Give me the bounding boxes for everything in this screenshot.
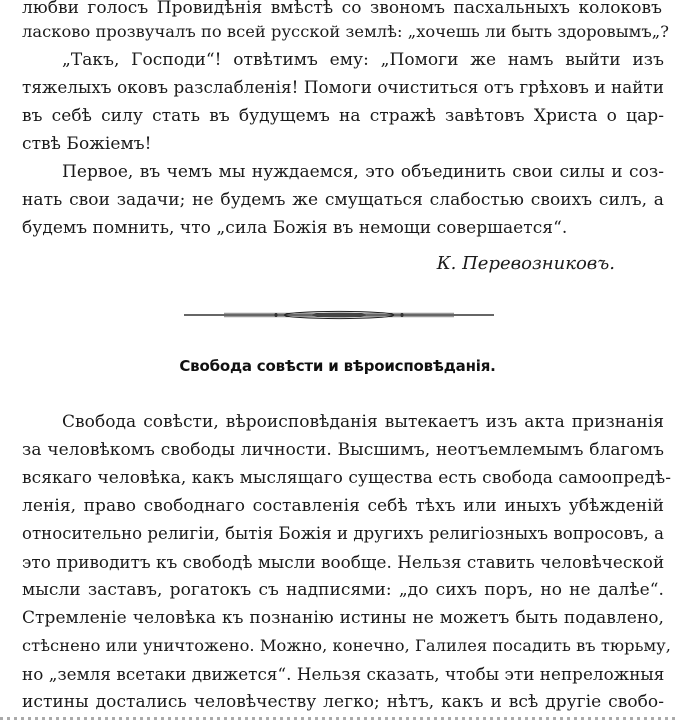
text-line: истины достались человѣчеству легко; нѣтъ, какъ и всѣ другіе свобо- [22,692,664,712]
text-line: всякаго человѣка, какъ мыслящаго существа есть свобода самоопредѣ- [22,468,671,488]
text-line: Свобода совѣсти, вѣроисповѣданія вытекаетъ изъ акта признанія [62,412,664,432]
text-line: ствѣ Божіемъ! [22,134,152,154]
ornamental-divider [184,310,494,320]
text-line: стѣснено или уничтожено. Можно, конечно, Галилея посадить въ тюрьму, [22,636,672,655]
article-title: Свобода совѣсти и вѣроисповѣданія. [179,357,496,375]
text-line: „Такъ, Господи“! отвѣтимъ ему: „Помоги же намъ выйти изъ [62,50,664,70]
text-line: это приводитъ къ свободѣ мысли вообще. Нельзя ставить человѣческой [22,552,665,572]
text-line: любви голосъ Провидѣнія вмѣстѣ со звономъ пасхальныхъ колоковъ [22,0,662,18]
text-line: за человѣкомъ свободы личности. Высшимъ, неотъемлемымъ благомъ [22,440,664,460]
text-line: Первое, въ чемъ мы нуждаемся, это объединить свои силы и соз- [62,162,664,182]
text-line: ласково прозвучалъ по всей русской землѣ: „хочешь ли быть здоровымъ„? [22,22,669,41]
text-line: относительно религіи, бытія Божія и другихъ религіозныхъ вопросовъ, а [22,524,664,543]
text-line: въ себѣ силу стать въ будущемъ на стражѣ завѣтовъ Христа о цар- [22,106,664,126]
text-line: будемъ помнить, что „сила Божія въ немощи совершается“. [22,218,568,238]
author-signature: К. Перевозниковъ. [436,253,615,274]
text-line: нать свои задачи; не будемъ же смущаться слабостью своихъ силъ, а [22,190,664,210]
text-line: тяжелыхъ оковъ разслабленія! Помоги очиститься отъ грѣховъ и найти [22,77,664,97]
text-line: ленія, право свободнаго составленія себѣ тѣхъ или иныхъ убѣжденій [22,496,664,516]
text-line: но „земля всетаки движется“. Нельзя сказать, чтобы эти непреложныя [22,664,665,684]
text-line: Стремленіе человѣка къ познанію истины не можетъ быть подавлено, [22,608,664,628]
text-line: мысли заставъ, рогатокъ съ надписями: „до сихъ поръ, но не далѣе“. [22,580,664,600]
